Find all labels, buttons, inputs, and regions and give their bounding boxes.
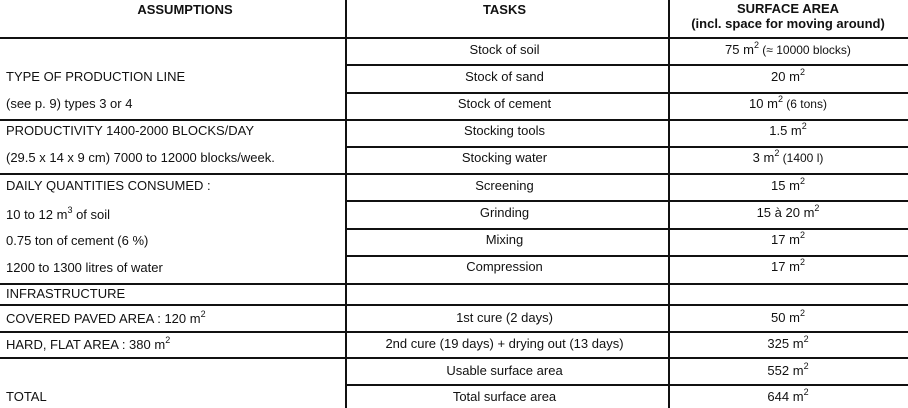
rule-covered <box>0 304 908 306</box>
header-tasks: TASKS <box>482 2 527 17</box>
rule-row <box>345 64 908 66</box>
area-cell: 17 $m^2$ <box>771 257 805 274</box>
assumption-total: TOTAL <box>6 389 47 404</box>
area-cell: 50 $m^2$ <box>771 308 805 325</box>
rule-row <box>345 228 908 230</box>
header-assumptions: ASSUMPTIONS <box>137 2 233 17</box>
assumption-soil: 10 to 12 $m^3$ of soil <box>6 205 111 222</box>
rule-row <box>345 255 908 257</box>
assumption-water: 1200 to 1300 litres of water <box>6 260 163 275</box>
task-cell: Compression <box>466 259 543 274</box>
task-cell: Stock of soil <box>469 42 540 57</box>
task-cell: Stock of sand <box>465 69 544 84</box>
area-cell: 644 $m^2$ <box>767 387 809 404</box>
area-cell: 75 $m^2$ (≈ 10000 blocks) <box>725 40 851 57</box>
area-cell: 552 $m^2$ <box>767 361 809 378</box>
task-cell: Stocking tools <box>464 123 545 138</box>
rule-productivity <box>0 119 908 121</box>
area-cell: 20 $m^2$ <box>771 67 805 84</box>
area-cell: 1.5 $m^2$ <box>769 121 807 138</box>
rule-total <box>0 357 908 359</box>
area-cell: 15 à 20 $m^2$ <box>756 203 820 220</box>
area-cell: 17 $m^2$ <box>771 230 805 247</box>
header-surface-area: SURFACE AREA <box>736 1 840 16</box>
assumption-productivity: PRODUCTIVITY 1400-2000 BLOCKS/DAY <box>6 123 255 138</box>
rule-daily <box>0 173 908 175</box>
task-cell: Total surface area <box>452 389 557 404</box>
task-cell: Stocking water <box>461 150 548 165</box>
rule-infra <box>0 283 908 285</box>
rule-row <box>345 146 908 148</box>
task-cell: Mixing <box>485 232 524 247</box>
area-cell: 10 $m^2$ (6 tons) <box>749 94 827 111</box>
assumption-productivity-detail: (29.5 x 14 x 9 cm) 7000 to 12000 blocks/week. <box>6 150 275 165</box>
rule-row <box>345 384 908 386</box>
rule-hard <box>0 331 908 333</box>
assumption-type-line: TYPE OF PRODUCTION LINE <box>6 69 186 84</box>
task-cell: Screening <box>475 178 534 193</box>
task-cell: Stock of cement <box>457 96 552 111</box>
task-cell: Grinding <box>479 205 530 220</box>
area-cell: 325 $m^2$ <box>767 334 809 351</box>
assumption-covered-area: COVERED PAVED AREA : 120 $m^2$ <box>6 309 206 326</box>
task-cell: 2nd cure (19 days) + drying out (13 days) <box>385 336 624 351</box>
assumption-cement: 0.75 ton of cement (6 %) <box>6 233 149 248</box>
task-cell: 1st cure (2 days) <box>456 310 553 325</box>
rule-row <box>345 200 908 202</box>
area-cell: 15 $m^2$ <box>771 176 805 193</box>
assumption-daily-quantities: DAILY QUANTITIES CONSUMED : <box>6 178 211 193</box>
rule-row <box>345 92 908 94</box>
assumption-infrastructure: INFRASTRUCTURE <box>6 286 126 301</box>
header-surface-area-note: (incl. space for moving around) <box>691 16 885 31</box>
area-cell: 3 $m^2$ (1400 l) <box>752 148 824 165</box>
task-cell: Usable surface area <box>446 363 563 378</box>
assumption-hard-area: HARD, FLAT AREA : 380 $m^2$ <box>6 335 171 352</box>
rule-header <box>0 37 908 39</box>
assumption-type-ref: (see p. 9) types 3 or 4 <box>6 96 133 111</box>
